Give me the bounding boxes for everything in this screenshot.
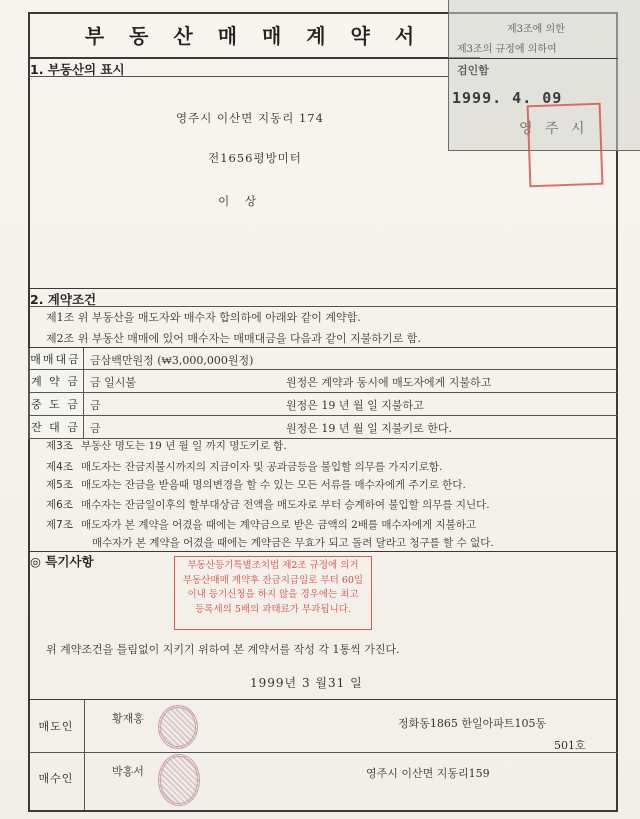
- divider: [28, 551, 618, 552]
- contract-date: 1999년 3 월31 일: [250, 676, 363, 690]
- red-square-seal-icon: [527, 103, 604, 188]
- special-stamp-line: 부동산등기특별조치법 제2조 규정에 의거: [187, 560, 359, 571]
- payment-deposit-prefix: 금 일시불: [90, 376, 137, 389]
- seller-seal-icon: [158, 705, 198, 749]
- seller-address-line2: 501호: [554, 739, 586, 752]
- table-top-border: [28, 347, 618, 348]
- parties-top-border: [28, 699, 618, 700]
- stamp-line-3: 검인함: [457, 64, 489, 77]
- special-notice-stamp: [174, 556, 372, 630]
- special-stamp-line: 이내 등기신청을 하지 않을 경우에는 최고: [187, 589, 359, 600]
- document-title: 부 동 산 매 매 계 약 서: [84, 24, 424, 48]
- special-heading: ◎ 특기사항: [30, 554, 94, 569]
- payment-interim-prefix: 금: [90, 399, 101, 412]
- divider: [28, 392, 618, 393]
- parties-divider: [84, 700, 85, 810]
- divider: [28, 415, 618, 416]
- property-address: 영주시 이산면 지동리 174: [176, 111, 324, 125]
- clause-4: 제4조 매도자는 잔금지불시까지의 지금이자 및 공과금등을 불입할 의무를 가지기로함.: [46, 461, 443, 473]
- divider: [28, 288, 618, 289]
- buyer-seal-icon: [158, 754, 200, 806]
- divider: [28, 752, 618, 753]
- buyer-name: 박홍서: [112, 765, 144, 778]
- payment-deposit-value: 원정은 계약과 동시에 매도자에게 지불하고: [286, 376, 492, 389]
- payment-label-total: 매매대금: [28, 348, 84, 369]
- article-1: 제1조 위 부동산을 매도자와 매수자 합의하에 아래와 같이 계약함.: [46, 311, 361, 324]
- special-stamp-line: 등록세의 5배의 과태료가 부과됩니다.: [195, 603, 351, 615]
- divider: [28, 369, 618, 370]
- stamp-line-1: 제3조에 의한: [507, 24, 565, 35]
- payment-label-deposit: 계 약 금: [28, 370, 84, 392]
- clause-3: 제3조 부동산 명도는 19 년 월 일 까지 명도키로 함.: [46, 440, 287, 452]
- clause-5: 제5조 매도자는 잔금을 받음때 명의변경을 할 수 있는 모든 서류를 매수자에게 주기로 한다.: [46, 479, 466, 491]
- section1-heading: 1. 부동산의 표시: [30, 62, 125, 77]
- seller-address-line1: 정화동1865 한일아파트105동: [398, 717, 547, 730]
- seller-name: 황재홍: [112, 712, 144, 725]
- stamp-line-2: 제3조의 규정에 의하여: [457, 44, 557, 55]
- divider: [28, 306, 618, 307]
- clause-7-continued: 매수자가 본 계약을 어겼을 때에는 계약금은 무효가 되고 돌려 달라고 청구를 할 수 없다.: [92, 537, 494, 549]
- divider: [28, 76, 448, 77]
- seller-label: 매도인: [38, 720, 74, 733]
- closing-statement: 위 계약조건을 틀림없이 지키기 위하여 본 계약서를 작성 각 1통씩 가진다.: [46, 643, 400, 656]
- payment-interim-value: 원정은 19 년 월 일 지불하고: [286, 399, 424, 412]
- section2-heading: 2. 계약조건: [30, 292, 97, 307]
- special-stamp-line: 부동산매매 계약후 잔금지급일로 부터 60일: [182, 574, 364, 586]
- buyer-address: 영주시 이산면 지동리159: [366, 767, 490, 780]
- payment-label-interim: 중 도 금: [28, 393, 84, 415]
- property-area: 전1656평방미터: [208, 151, 302, 165]
- stamp-date: 1999. 4. 09: [452, 89, 563, 107]
- payment-balance-prefix: 금: [90, 422, 101, 435]
- clause-7: 제7조 매도자가 본 계약을 어겼을 때에는 계약금으로 받은 금액의 2배를 매수자에게 지불하고: [46, 519, 477, 531]
- property-end: 이 상: [218, 194, 262, 208]
- article-2: 제2조 위 부동산 매매에 있어 매수자는 매매대금을 다음과 같이 지불하기로 함.: [46, 332, 421, 345]
- divider: [28, 58, 618, 59]
- payment-total-value: 금삼백만원정 (₩3,000,000원정): [90, 354, 254, 367]
- payment-balance-value: 원정은 19 년 월 일 지불키로 한다.: [286, 422, 452, 435]
- title-row: [28, 12, 480, 58]
- buyer-label: 매수인: [38, 772, 74, 785]
- stamp-office: 영 주 시: [519, 121, 589, 137]
- payment-label-balance: 잔 대 금: [28, 416, 84, 438]
- clause-6: 제6조 매수자는 잔금일이후의 할부대상금 전액을 매도자로 부터 승계하여 불입할 의무를 지닌다.: [46, 499, 490, 511]
